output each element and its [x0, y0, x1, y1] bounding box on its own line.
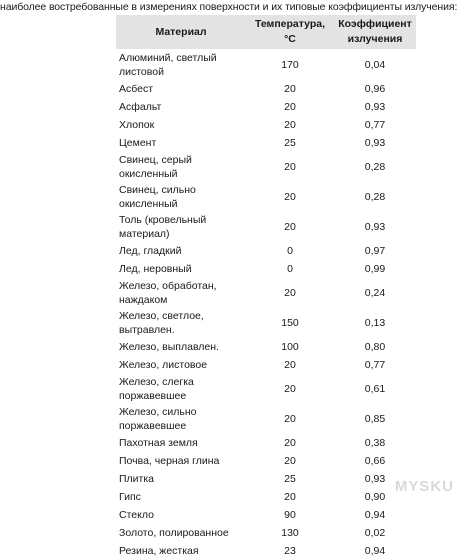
- material-cell: Свинец, серый окисленный: [119, 154, 192, 180]
- coefficient-cell: 0,93: [364, 137, 386, 149]
- coefficient-cell: 0,80: [364, 341, 386, 353]
- table-row: [116, 356, 416, 374]
- table-row: [116, 260, 416, 278]
- coefficient-cell: 0,13: [364, 317, 386, 329]
- table-row: [116, 452, 416, 470]
- temperature-cell: 20: [284, 83, 296, 95]
- emissivity-table: [116, 15, 416, 560]
- coefficient-cell: 0,93: [364, 221, 386, 233]
- table-row: [116, 488, 416, 506]
- table-row: [116, 506, 416, 524]
- table-row: [116, 542, 416, 560]
- material-cell: Алюминий, светлый листовой: [119, 51, 217, 78]
- temperature-cell: 25: [284, 473, 296, 485]
- material-cell: Толь (кровельный материал): [119, 214, 207, 240]
- coefficient-cell: 0,28: [364, 161, 386, 173]
- coefficient-cell: 0,96: [364, 83, 386, 95]
- temperature-cell: 20: [284, 287, 296, 299]
- material-cell: Лед, неровный: [119, 263, 192, 275]
- temperature-cell: 0: [287, 263, 293, 275]
- coefficient-cell: 0,77: [364, 359, 386, 371]
- coefficient-cell: 0,85: [364, 413, 386, 425]
- coefficient-cell: 0,61: [364, 383, 386, 395]
- table-row: [116, 308, 416, 338]
- material-cell: Железо, листовое: [119, 359, 208, 371]
- table-row: [116, 278, 416, 308]
- material-cell: Асфальт: [119, 101, 162, 113]
- table-row: [116, 98, 416, 116]
- temperature-cell: 20: [284, 383, 296, 395]
- coefficient-cell: 0,02: [364, 527, 386, 539]
- temperature-cell: 25: [284, 137, 296, 149]
- coefficient-cell: 0,94: [364, 545, 386, 557]
- temperature-cell: 130: [281, 527, 299, 539]
- material-cell: Свинец, сильно окисленный: [119, 184, 196, 210]
- coefficient-cell: 0,66: [364, 455, 386, 467]
- coefficient-cell: 0,24: [364, 287, 386, 299]
- table-row: [116, 49, 416, 80]
- material-cell: Железо, сильно поржавевшее: [119, 406, 197, 432]
- material-cell: Гипс: [119, 491, 141, 503]
- temperature-cell: 20: [284, 413, 296, 425]
- coefficient-cell: 0,93: [364, 101, 386, 113]
- table-row: [116, 434, 416, 452]
- table-row: [116, 470, 416, 488]
- temperature-cell: 20: [284, 437, 296, 449]
- material-cell: Пахотная земля: [119, 437, 198, 449]
- coefficient-cell: 0,93: [364, 473, 386, 485]
- table-row: [116, 134, 416, 152]
- header-temperature: Температура, °С: [246, 15, 334, 49]
- temperature-cell: 20: [284, 119, 296, 131]
- table-row: [116, 338, 416, 356]
- table-header-row: [116, 15, 416, 49]
- table-row: [116, 152, 416, 182]
- material-cell: Железо, обработан, наждаком: [119, 280, 217, 306]
- material-cell: Асбест: [119, 83, 154, 95]
- table-row: [116, 374, 416, 404]
- header-coefficient: Коэффициент излучения: [334, 15, 416, 49]
- material-cell: Железо, выплавлен.: [119, 341, 219, 353]
- material-cell: Цемент: [119, 137, 157, 149]
- intro-text: наиболее востребованные в измерениях поверхности и их типовые коэффициенты излучения:: [0, 1, 458, 13]
- table-row: [116, 524, 416, 542]
- material-cell: Железо, светлое, вытравлен.: [119, 310, 204, 336]
- coefficient-cell: 0,94: [364, 509, 386, 521]
- temperature-cell: 90: [284, 509, 296, 521]
- material-cell: Лед, гладкий: [119, 245, 182, 257]
- temperature-cell: 150: [281, 317, 299, 329]
- coefficient-cell: 0,38: [364, 437, 386, 449]
- material-cell: Железо, слегка поржавевшее: [119, 376, 194, 402]
- table-row: [116, 242, 416, 260]
- material-cell: Плитка: [119, 473, 155, 485]
- table-row: [116, 404, 416, 434]
- table-row: [116, 116, 416, 134]
- coefficient-cell: 0,97: [364, 245, 386, 257]
- temperature-cell: 20: [284, 455, 296, 467]
- coefficient-cell: 0,99: [364, 263, 386, 275]
- material-cell: Хлопок: [119, 119, 155, 131]
- material-cell: Стекло: [119, 509, 154, 521]
- header-material: Материал: [116, 15, 246, 49]
- site-watermark: MYSKU: [394, 478, 454, 495]
- temperature-cell: 170: [281, 58, 299, 71]
- temperature-cell: 20: [284, 101, 296, 113]
- temperature-cell: 20: [284, 161, 296, 173]
- temperature-cell: 100: [281, 341, 299, 353]
- table-row: [116, 80, 416, 98]
- material-cell: Резина, жесткая: [119, 545, 199, 557]
- coefficient-cell: 0,90: [364, 491, 386, 503]
- coefficient-cell: 0,04: [364, 58, 386, 71]
- temperature-cell: 20: [284, 359, 296, 371]
- table-row: [116, 212, 416, 242]
- temperature-cell: 0: [287, 245, 293, 257]
- temperature-cell: 20: [284, 221, 296, 233]
- coefficient-cell: 0,77: [364, 119, 386, 131]
- temperature-cell: 23: [284, 545, 296, 557]
- table-row: [116, 182, 416, 212]
- temperature-cell: 20: [284, 491, 296, 503]
- material-cell: Золото, полированное: [119, 527, 229, 539]
- temperature-cell: 20: [284, 191, 296, 203]
- coefficient-cell: 0,28: [364, 191, 386, 203]
- material-cell: Почва, черная глина: [119, 455, 220, 467]
